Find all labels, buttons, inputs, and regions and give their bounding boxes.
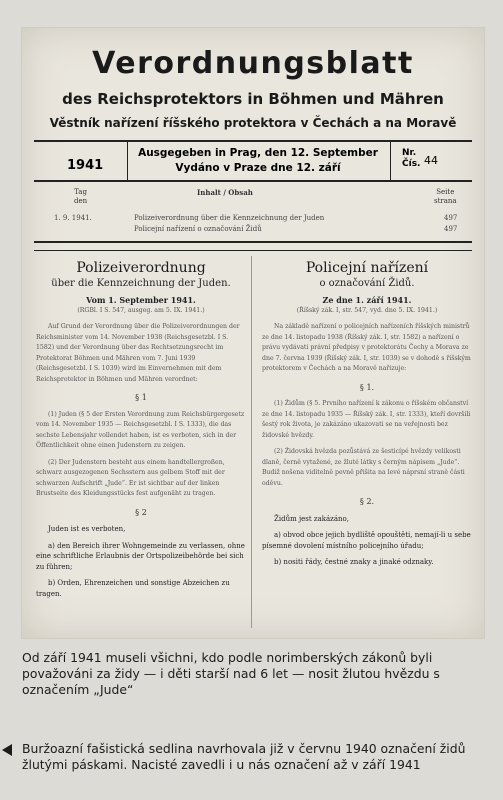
czech-s1-p1: (1) Židům (§ 5. Prvního nařízení k zákonu o říšském občanství ze dne 14. listopadu 1935 — Říšský zák. I, str. 1333), kteří dovršili šestý rok života, je zakázáno ukazovati se na veřejnosti bez židovské hvězdy. [262,400,471,439]
toc-strana-label: strana [434,197,457,205]
german-reference: (RGBl. I S. 547, ausgeg. am 5. IX. 1941.) [77,306,205,314]
czech-s2-a: a) obvod obce jejich bydliště opouštěti, nemají-li u sebe písemné dovolení místního policejního úřadu; [262,531,471,550]
czech-heading: Policejní nařízení [305,260,429,276]
divider [34,180,472,182]
czech-s2-b: b) nositi řády, čestné znaky a jinaké odznaky. [274,558,434,566]
column-divider [251,256,252,628]
german-section-2: § 2 [135,507,147,517]
toc-seite-label: Seite [436,188,455,196]
czech-s1-p2: (2) Židovská hvězda pozůstává ze šesticípé hvězdy velikosti dlaně, černě vytažené, ze žluté látky s černým nápisem „Jude“. Budiž nošena viditelně pevně přišita na levé náprsní straně části oděvu. [262,448,465,487]
german-s1-p2: (2) Der Judenstern besteht aus einem handtellergroßen, schwarz ausgezogenen Sechsstern aus gelbem Stoff mit der schwarzen Aufschrift „Jude“. Er ist sichtbar auf der linken Brustseite des Kleidungsstücks fest aufgenäht zu tragen. [36,458,225,497]
divider [127,142,128,180]
czech-column [262,260,472,568]
toc-inhalt-header: Inhalt / Obsah [197,188,253,197]
arrow-left-icon [2,744,12,756]
toc-tag-label: Tag [74,188,87,196]
toc-tag-header [74,188,87,206]
divider [34,250,472,251]
divider [34,140,472,142]
masthead-subtitle: des Reichsprotektors in Böhmen und Mähren [62,90,444,108]
issue-date-cz: Vydáno v Praze dne 12. září [175,162,341,174]
toc-den-label: den [74,197,88,205]
issue-date [138,146,378,176]
masthead-czech-title: Věstník nařízení říšského protektora v Čechách a na Moravě [49,116,457,130]
german-intro: Auf Grund der Verordnung über die Polizeiverordnungen der Reichsminister vom 14. November 1938 (Reichsgesetzbl. I S. 1582) und der Verordnung über das Rechtsetzungsrecht im Protektorat Böhmen und Mähren vom 7. Juni 1939 (Reichsgesetzbl. I S. 1039) wird im Einvernehmen mit dem Reichsprotektor in Böhmen und Mähren verordnet: [36,323,240,383]
toc-date: 1. 9. 1941. [54,214,92,222]
toc-page-de: 497 [444,214,458,222]
toc-page-cz: 497 [444,225,458,233]
toc-seite-header [434,188,457,206]
czech-reference: (Říšský zák. I, str. 547, vyd. dne 5. IX. 1941.) [296,306,438,314]
czech-subheading: o označování Židů. [319,278,415,289]
issue-number-label [402,148,420,170]
masthead-title: Verordnungsblatt [92,46,414,81]
czech-s2-intro: Židům jest zakázáno, [274,514,349,523]
document-photo [22,28,484,638]
czech-date: Ze dne 1. září 1941. [322,295,412,305]
issue-number: 44 [424,154,438,167]
german-section-1: § 1 [135,393,147,402]
toc-entry-de-text: Polizeiverordnung über die Kennzeichnung der Juden [134,214,325,222]
nr-label: Nr. [402,148,417,158]
divider [34,241,472,243]
main-caption: Od září 1941 museli všichni, kdo podle norimberských zákonů byli považováni za židy — i děti starší nad 6 let — nosit žlutou hvězdu s označením „Jude“ [22,650,440,697]
note-caption: Buržoazní fašistická sedlina navrhovala již v červnu 1940 označení židů žlutými páskami. Nacisté zavedli i u nás označení až v září 1941 [22,741,466,772]
german-s1-p1: (1) Juden (§ 5 der Ersten Verordnung zum Reichsbürgergesetz vom 14. November 1935 — Reichsgesetzbl. I S. 1333), die das sechste Lebensjahr vollendet haben, ist es verboten, sich in der Öffentlichkeit ohne einen Judenstern zu zeigen. [36,410,245,449]
issue-date-de: Ausgegeben in Prag, den 12. September [138,147,378,159]
german-date: Vom 1. September 1941. [86,295,196,305]
german-column [36,260,246,599]
czech-intro: Na základě nařízení o policejních nařízeních říšských ministrů ze dne 14. listopadu 1938 (Říšský zák. I, str. 1582) a nařízení o právu vydávati právní předpisy v protektorátu Čechy a Morava ze dne 7. června 1939 (Říšský zák. I, str. 1039) se v dohodě s říšským protektorem v Čechách a na Moravě nařizuje: [262,323,471,372]
issue-year: 1941 [67,158,104,173]
cis-label: Čís. [402,159,421,169]
czech-section-2: § 2. [359,497,375,506]
german-s2-a: a) den Bereich ihrer Wohngemeinde zu verlassen, ohne eine schriftliche Erlaubnis der Ortspolizeibehörde bei sich zu führen; [36,541,245,571]
german-s2-intro: Juden ist es verboten, [48,525,126,533]
divider [390,142,391,180]
toc-entry-cz-text: Policejní nařízení o označování Židů [134,225,262,233]
czech-section-1: § 1. [359,382,375,392]
german-heading: Polizeiverordnung [76,260,206,276]
german-s2-b: b) Orden, Ehrenzeichen und sonstige Abzeichen zu tragen. [36,579,230,598]
german-subheading: über die Kennzeichnung der Juden. [51,278,231,289]
